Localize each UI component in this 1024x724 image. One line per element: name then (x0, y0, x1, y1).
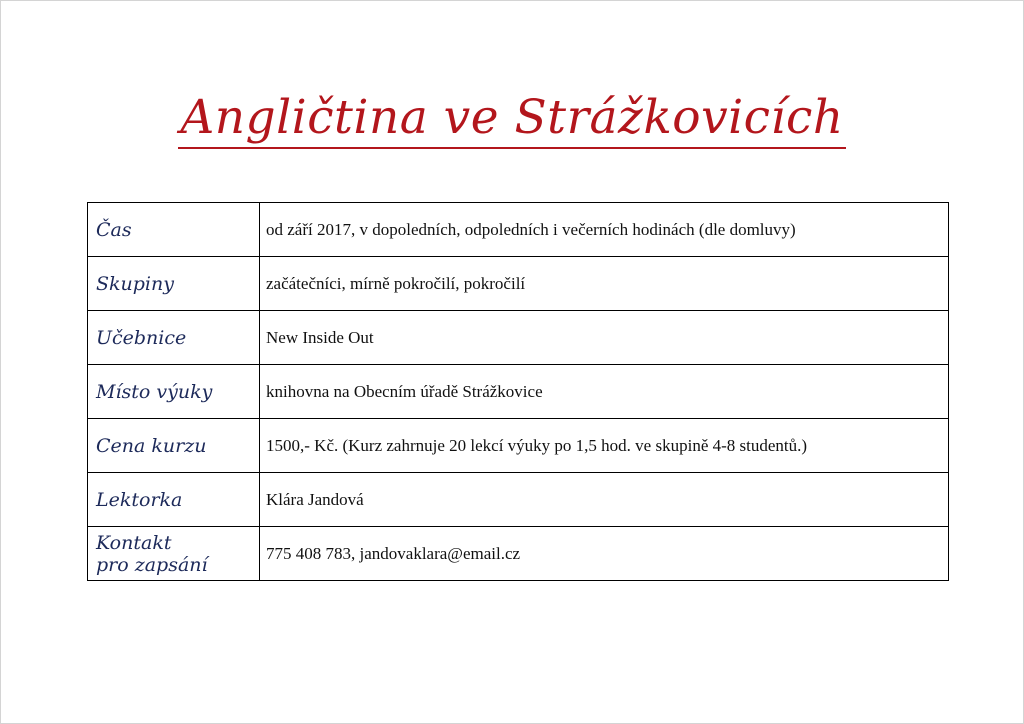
value-groups: začátečníci, mírně pokročilí, pokročilí (260, 257, 949, 311)
label-time: Čas (88, 203, 260, 257)
table-row-location (88, 365, 949, 419)
page-title-text: Angličtina ve Strážkovicích (178, 89, 845, 149)
label-groups: Skupiny (88, 257, 260, 311)
label-contact-line1: Kontakt (96, 531, 172, 554)
value-lecturer: Klára Jandová (260, 473, 949, 527)
label-textbook: Učebnice (88, 311, 260, 365)
label-lecturer: Lektorka (88, 473, 260, 527)
table-row-contact (88, 527, 949, 581)
value-textbook: New Inside Out (260, 311, 949, 365)
label-contact-line2: pro zapsání (96, 553, 208, 576)
table-row-price (88, 419, 949, 473)
table-row-time (88, 203, 949, 257)
value-contact: 775 408 783, jandovaklara@email.cz (260, 527, 949, 581)
label-location: Místo výuky (88, 365, 260, 419)
page-title (0, 86, 1024, 150)
value-price: 1500,- Kč. (Kurz zahrnuje 20 lekcí výuky po 1,5 hod. ve skupině 4-8 studentů.) (260, 419, 949, 473)
value-time: od září 2017, v dopoledních, odpoledních i večerních hodinách (dle domluvy) (260, 203, 949, 257)
value-location: knihovna na Obecním úřadě Strážkovice (260, 365, 949, 419)
table-row-textbook (88, 311, 949, 365)
table-row-lecturer (88, 473, 949, 527)
course-info-table (87, 202, 949, 581)
table-row-groups (88, 257, 949, 311)
label-contact (88, 527, 260, 581)
label-price: Cena kurzu (88, 419, 260, 473)
